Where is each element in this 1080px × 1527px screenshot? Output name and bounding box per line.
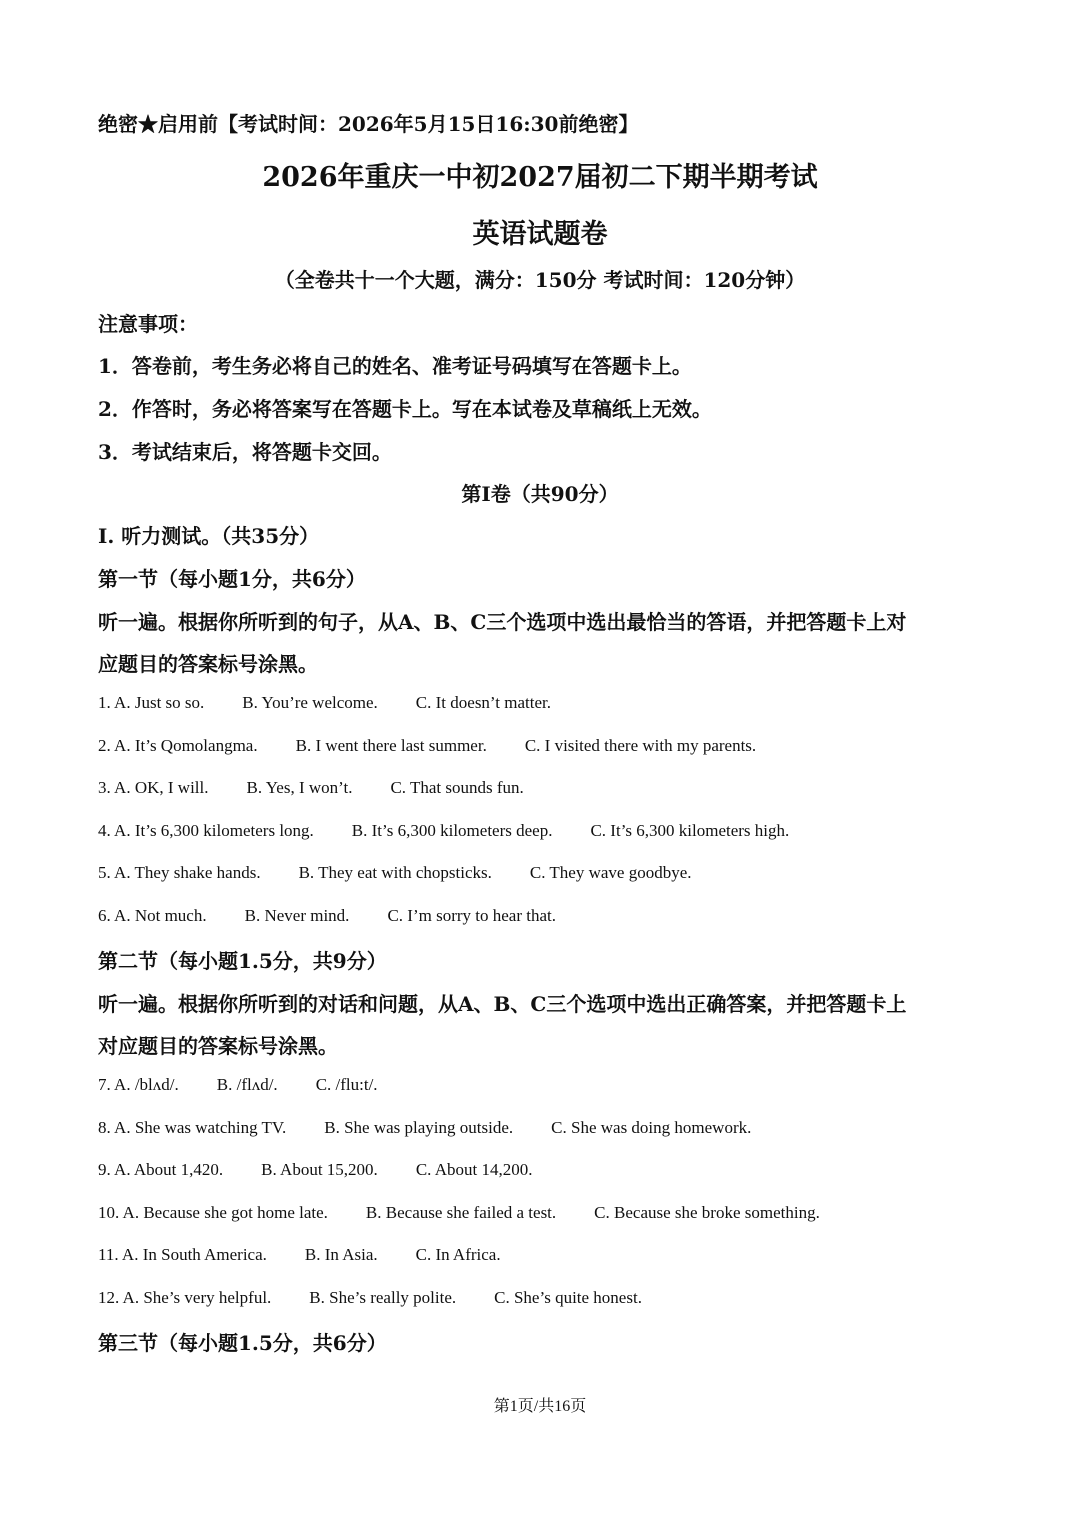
section-instruction: 对应题目的答案标号涂黑。: [98, 1034, 338, 1058]
question-row: [98, 778, 524, 798]
option: C. About 14,200.: [415, 1160, 533, 1179]
option: B. Never mind.: [244, 906, 350, 925]
option: 12. A. She’s very helpful.: [98, 1288, 272, 1307]
option: B. She’s really polite.: [309, 1288, 457, 1307]
question-row: [98, 1075, 378, 1095]
note-item: 2．作答时，务必将答案写在答题卡上。写在本试卷及草稿纸上无效。: [98, 397, 712, 421]
exam-subtitle: 英语试题卷: [472, 219, 608, 250]
option: 2. A. It’s Qomolangma.: [98, 736, 258, 755]
option: 5. A. They shake hands.: [98, 863, 261, 882]
exam-info: （全卷共十一个大题，满分：150分 考试时间：120分钟）: [274, 268, 806, 292]
option: C. That sounds fun.: [390, 778, 524, 797]
question-row: [98, 906, 556, 926]
question-row: [98, 863, 692, 883]
option: 6. A. Not much.: [98, 906, 207, 925]
question-row: [98, 693, 551, 713]
option: 3. A. OK, I will.: [98, 778, 209, 797]
question-row: [98, 1288, 642, 1308]
option: B. About 15,200.: [261, 1160, 378, 1179]
exam-title: 2026年重庆一中初2027届初二下期半期考试: [262, 162, 818, 193]
section-instruction: 听一遍。根据你所听到的对话和问题，从A、B、C三个选项中选出正确答案，并把答题卡上: [98, 992, 907, 1016]
option: 1. A. Just so so.: [98, 693, 205, 712]
option: B. /flʌd/.: [216, 1075, 278, 1094]
section-instruction: 听一遍。根据你所听到的句子，从A、B、C三个选项中选出最恰当的答语，并把答题卡上对: [98, 610, 907, 634]
option: C. Because she broke something.: [594, 1203, 820, 1222]
option: B. You’re welcome.: [242, 693, 378, 712]
option: C. She was doing homework.: [551, 1118, 752, 1137]
question-row: [98, 736, 756, 756]
question-row: [98, 1245, 501, 1265]
confidential-notice: 绝密★启用前【考试时间：2026年5月15日16:30前绝密】: [98, 112, 639, 136]
section-heading: 第一节（每小题1分，共6分）: [98, 567, 366, 591]
option: B. It’s 6,300 kilometers deep.: [351, 821, 553, 840]
option: 7. A. /blʌd/.: [98, 1075, 179, 1094]
question-row: [98, 1160, 532, 1180]
option: C. In Africa.: [415, 1245, 501, 1264]
option: 10. A. Because she got home late.: [98, 1203, 328, 1222]
option: B. In Asia.: [304, 1245, 378, 1264]
option: B. She was playing outside.: [324, 1118, 514, 1137]
option: 8. A. She was watching TV.: [98, 1118, 287, 1137]
option: C. I’m sorry to hear that.: [387, 906, 556, 925]
option: C. /flu:t/.: [315, 1075, 378, 1094]
part-heading: I. 听力测试。（共35分）: [98, 524, 320, 548]
section-instruction: 应题目的答案标号涂黑。: [98, 652, 318, 676]
option: B. Yes, I won’t.: [246, 778, 353, 797]
section-heading: 第三节（每小题1.5分，共6分）: [98, 1331, 387, 1355]
page-number: 第1页/共16页: [493, 1398, 587, 1415]
note-item: 3．考试结束后，将答题卡交回。: [98, 440, 392, 464]
option: C. She’s quite honest.: [494, 1288, 642, 1307]
option: B. Because she failed a test.: [365, 1203, 557, 1222]
option: C. I visited there with my parents.: [524, 736, 757, 755]
option: 11. A. In South America.: [98, 1245, 267, 1264]
option: C. It’s 6,300 kilometers high.: [590, 821, 790, 840]
question-row: [98, 1203, 820, 1223]
question-row: [98, 1118, 751, 1138]
notes-heading: 注意事项：: [98, 312, 198, 336]
note-item: 1．答卷前，考生务必将自己的姓名、准考证号码填写在答题卡上。: [98, 354, 692, 378]
section-heading: 第二节（每小题1.5分，共9分）: [98, 949, 387, 973]
option: 4. A. It’s 6,300 kilometers long.: [98, 821, 314, 840]
option: C. It doesn’t matter.: [415, 693, 551, 712]
option: B. They eat with chopsticks.: [298, 863, 492, 882]
option: B. I went there last summer.: [295, 736, 487, 755]
option: C. They wave goodbye.: [529, 863, 692, 882]
option: 9. A. About 1,420.: [98, 1160, 224, 1179]
volume-heading: 第I卷（共90分）: [461, 482, 619, 506]
question-row: [98, 821, 789, 841]
